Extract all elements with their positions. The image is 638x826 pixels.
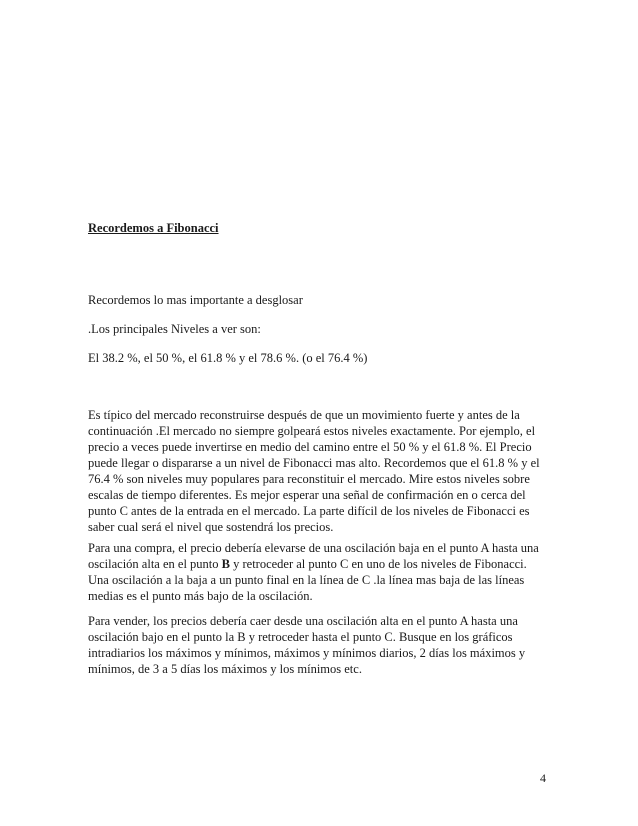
values-line: El 38.2 %, el 50 %, el 61.8 % y el 78.6 %. (o el 76.4 %) [88, 351, 368, 365]
paragraph-buy-text-1: Para una compra, el precio debería elevarse de una oscilación baja en el punto A hasta una oscilación alta en el punto [88, 541, 539, 571]
paragraph-buy-bold-point: B [221, 557, 230, 571]
page-number: 4 [540, 771, 546, 785]
paragraph-buy-text-2: y retroceder al punto C en uno de los niveles de Fibonacci. Una oscilación a la baja a un punto final en la línea de C .la línea mas baja de las líneas medias es el punto más bajo de la oscilación. [88, 557, 527, 603]
section-heading: Recordemos a Fibonacci [88, 221, 219, 235]
intro-line: Recordemos lo mas importante a desglosar [88, 293, 303, 307]
levels-line: .Los principales Niveles a ver son: [88, 322, 261, 336]
paragraph-sell: Para vender, los precios debería caer desde una oscilación alta en el punto A hasta una oscilación bajo en el punto la B y retroceder hasta el punto C. Busque en los gráficos intradiarios los máximos y mínimos, máximos y mínimos diarios, 2 días los máximos y mínimos, de 3 a 5 días los máximos y los mínimos etc. [88, 614, 526, 676]
paragraph-retracement: Es típico del mercado reconstruirse después de que un movimiento fuerte y antes de la continuación .El mercado no siempre golpeará estos niveles exactamente. Por ejemplo, el precio a veces puede invertirse en medio del camino entre el 50 % y el 61.8 %. El Precio puede llegar o dispararse a un nivel de Fibonacci mas alto. Recordemos que el 61.8 % y el 76.4 % son niveles muy populares para reconstituir el mercado. Mire estos niveles sobre escalas de tiempo diferentes. Es mejor esperar una señal de confirmación en o cerca del punto C antes de la entrada en el mercado. La parte difícil de los niveles de Fibonacci es saber cual será el nivel que sostendrá los precios. [88, 408, 540, 534]
paragraph-buy [88, 540, 550, 604]
